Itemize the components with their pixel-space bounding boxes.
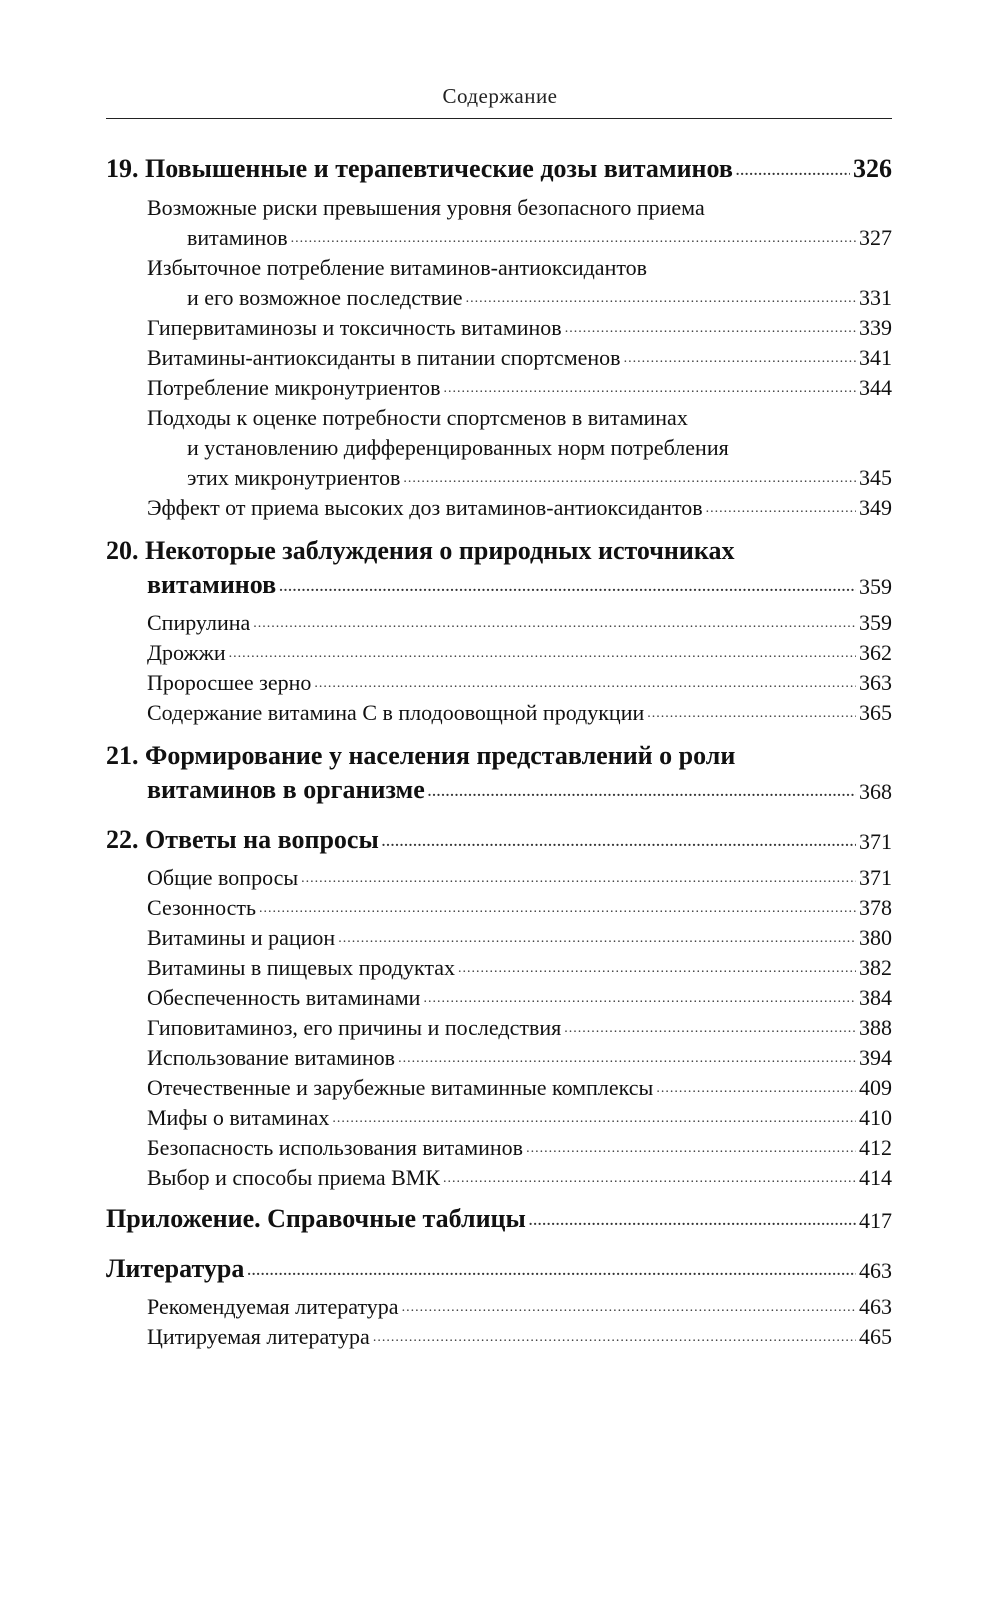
toc-entry-title: Проросшее зерно xyxy=(147,670,312,695)
toc-entry[interactable] xyxy=(147,610,892,636)
toc-entry-page: 463 xyxy=(859,1294,892,1319)
toc-chapter-20[interactable]: 20. Некоторые заблуждения о природных источниках xyxy=(106,536,735,565)
toc-entry-page: 384 xyxy=(859,985,892,1010)
dot-leader xyxy=(279,581,856,595)
toc-entry-title: Витамины в пищевых продуктах xyxy=(147,955,456,980)
dot-leader xyxy=(706,502,856,516)
dot-leader xyxy=(229,647,856,661)
toc-entry-title: Отечественные и зарубежные витаминные комплексы xyxy=(147,1075,654,1100)
toc-entry[interactable] xyxy=(147,375,892,401)
toc-entry[interactable] xyxy=(147,985,892,1011)
toc-entry[interactable] xyxy=(187,285,892,311)
toc-entry-title: Эффект от приема высоких доз витаминов-антиоксидантов xyxy=(147,495,703,520)
toc-entry[interactable] xyxy=(147,1324,892,1350)
toc-entry-page: 362 xyxy=(859,640,892,665)
toc-entry[interactable] xyxy=(147,1075,892,1101)
toc-entry[interactable] xyxy=(147,700,892,726)
toc-entry-title: Гипервитаминозы и токсичность витаминов xyxy=(147,315,562,340)
toc-entry-title: Рекомендуемая литература xyxy=(147,1294,399,1319)
dot-leader xyxy=(398,1052,856,1066)
toc-entry-title: Безопасность использования витаминов xyxy=(147,1135,524,1160)
toc-entry-page: 414 xyxy=(859,1165,892,1190)
toc-entry[interactable] xyxy=(147,1165,892,1191)
dot-leader xyxy=(624,352,856,366)
dot-leader xyxy=(526,1142,856,1156)
toc-entry-title[interactable]: Подходы к оценке потребности спортсменов в витаминах xyxy=(147,405,688,430)
toc-entry-title-cont: витаминов xyxy=(187,225,288,250)
toc-entry[interactable] xyxy=(187,465,892,491)
header-rule xyxy=(106,118,892,119)
toc-entry-page: 410 xyxy=(859,1105,892,1130)
running-head: Содержание xyxy=(442,84,558,108)
dot-leader xyxy=(443,1172,856,1186)
toc-entry-page: 339 xyxy=(859,315,892,340)
dot-leader xyxy=(259,902,856,916)
toc-entry-title: Потребление микронутриентов xyxy=(147,375,441,400)
dot-leader xyxy=(253,617,856,631)
toc-entry-page: 363 xyxy=(859,670,892,695)
toc-chapter-21-cont[interactable] xyxy=(147,775,892,805)
toc-entry-title: 22. Ответы на вопросы xyxy=(106,825,379,854)
toc-appendix[interactable] xyxy=(106,1204,892,1234)
dot-leader xyxy=(291,232,856,246)
dot-leader xyxy=(373,1331,856,1345)
dot-leader xyxy=(382,836,856,850)
dot-leader xyxy=(301,872,856,886)
toc-entry-title: Дрожжи xyxy=(147,640,226,665)
toc-entry-page: 394 xyxy=(859,1045,892,1070)
dot-leader xyxy=(332,1112,856,1126)
toc-chapter-20-cont[interactable] xyxy=(147,570,892,600)
dot-leader xyxy=(444,382,856,396)
toc-entry-page: 417 xyxy=(859,1208,892,1233)
dot-leader xyxy=(314,677,856,691)
toc-entry-page: 365 xyxy=(859,700,892,725)
toc-chapter-22[interactable] xyxy=(106,825,892,855)
toc-entry-page: 341 xyxy=(859,345,892,370)
dot-leader xyxy=(564,1022,856,1036)
dot-leader xyxy=(458,962,856,976)
toc-entry-page: 368 xyxy=(859,779,892,804)
toc-entry-page: 382 xyxy=(859,955,892,980)
toc-entry[interactable] xyxy=(147,1015,892,1041)
toc-entry-title-cont: витаминов в организме xyxy=(147,775,425,804)
toc-entry-page: 412 xyxy=(859,1135,892,1160)
toc-entry-title: Спирулина xyxy=(147,610,251,635)
dot-leader xyxy=(565,322,856,336)
dot-leader xyxy=(736,165,850,179)
toc-entry[interactable] xyxy=(147,1105,892,1131)
toc-entry[interactable] xyxy=(147,345,892,371)
toc-entry-title-cont: этих микронутриентов xyxy=(187,465,401,490)
toc-entry-title: Использование витаминов xyxy=(147,1045,396,1070)
toc-entry-title-cont[interactable]: и установлению дифференцированных норм потребления xyxy=(187,435,729,460)
toc-entry-page: 378 xyxy=(859,895,892,920)
toc-entry-page: 349 xyxy=(859,495,892,520)
toc-entry[interactable] xyxy=(147,495,892,521)
dot-leader xyxy=(466,292,856,306)
dot-leader xyxy=(402,1301,856,1315)
toc-entry[interactable] xyxy=(147,865,892,891)
toc-entry-title: Витамины и рацион xyxy=(147,925,336,950)
toc-chapter-21[interactable]: 21. Формирование у населения представлений о роли xyxy=(106,741,736,770)
toc-entry-title: Мифы о витаминах xyxy=(147,1105,330,1130)
toc-entry-title: Витамины-антиоксиданты в питании спортсменов xyxy=(147,345,621,370)
toc-entry-title: Приложение. Справочные таблицы xyxy=(106,1204,526,1233)
toc-entry-page: 344 xyxy=(859,375,892,400)
toc-entry[interactable] xyxy=(147,925,892,951)
toc-entry-page: 331 xyxy=(859,285,892,310)
toc-entry-page: 371 xyxy=(859,829,892,854)
dot-leader xyxy=(423,992,856,1006)
toc-entry-title: Общие вопросы xyxy=(147,865,299,890)
toc-entry[interactable] xyxy=(147,1135,892,1161)
toc-entry-page: 388 xyxy=(859,1015,892,1040)
toc-entry-page: 463 xyxy=(859,1258,892,1283)
toc-entry-title[interactable]: Возможные риски превышения уровня безопасного приема xyxy=(147,195,705,220)
toc-chapter-19[interactable] xyxy=(106,154,892,184)
toc-entry-page: 409 xyxy=(859,1075,892,1100)
toc-entry[interactable] xyxy=(147,1045,892,1071)
toc-entry[interactable] xyxy=(147,315,892,341)
toc-entry[interactable] xyxy=(147,670,892,696)
toc-entry-page: 359 xyxy=(859,610,892,635)
toc-entry-page: 326 xyxy=(853,154,892,183)
dot-leader xyxy=(247,1265,856,1279)
toc-entry-title: Литература xyxy=(106,1254,245,1283)
dot-leader xyxy=(656,1082,856,1096)
toc-entry-page: 345 xyxy=(859,465,892,490)
toc-literature[interactable] xyxy=(106,1254,892,1284)
toc-entry[interactable] xyxy=(147,640,892,666)
toc-entry-title: Цитируемая литература xyxy=(147,1324,370,1349)
toc-entry[interactable] xyxy=(147,955,892,981)
dot-leader xyxy=(529,1215,856,1229)
toc-entry-page: 327 xyxy=(859,225,892,250)
toc-entry-title: Гиповитаминоз, его причины и последствия xyxy=(147,1015,562,1040)
toc-entry[interactable] xyxy=(147,1294,892,1320)
toc-entry-page: 380 xyxy=(859,925,892,950)
toc-entry-title: Сезонность xyxy=(147,895,257,920)
toc-entry-page: 359 xyxy=(859,574,892,599)
dot-leader xyxy=(647,707,856,721)
dot-leader xyxy=(428,786,856,800)
toc-entry-title-cont: и его возможное последствие xyxy=(187,285,463,310)
toc-entry[interactable] xyxy=(147,895,892,921)
toc-entry-page: 465 xyxy=(859,1324,892,1349)
dot-leader xyxy=(403,472,856,486)
toc-entry-title: Обеспеченность витаминами xyxy=(147,985,421,1010)
toc-entry-page: 371 xyxy=(859,865,892,890)
dot-leader xyxy=(338,932,856,946)
toc-entry-title: 19. Повышенные и терапевтические дозы витаминов xyxy=(106,154,733,183)
toc-entry-title: Выбор и способы приема ВМК xyxy=(147,1165,441,1190)
toc-entry-title-cont: витаминов xyxy=(147,570,277,599)
toc-entry-title[interactable]: Избыточное потребление витаминов-антиоксидантов xyxy=(147,255,648,280)
toc-entry-title: Содержание витамина С в плодоовощной продукции xyxy=(147,700,645,725)
toc-entry[interactable] xyxy=(187,225,892,251)
